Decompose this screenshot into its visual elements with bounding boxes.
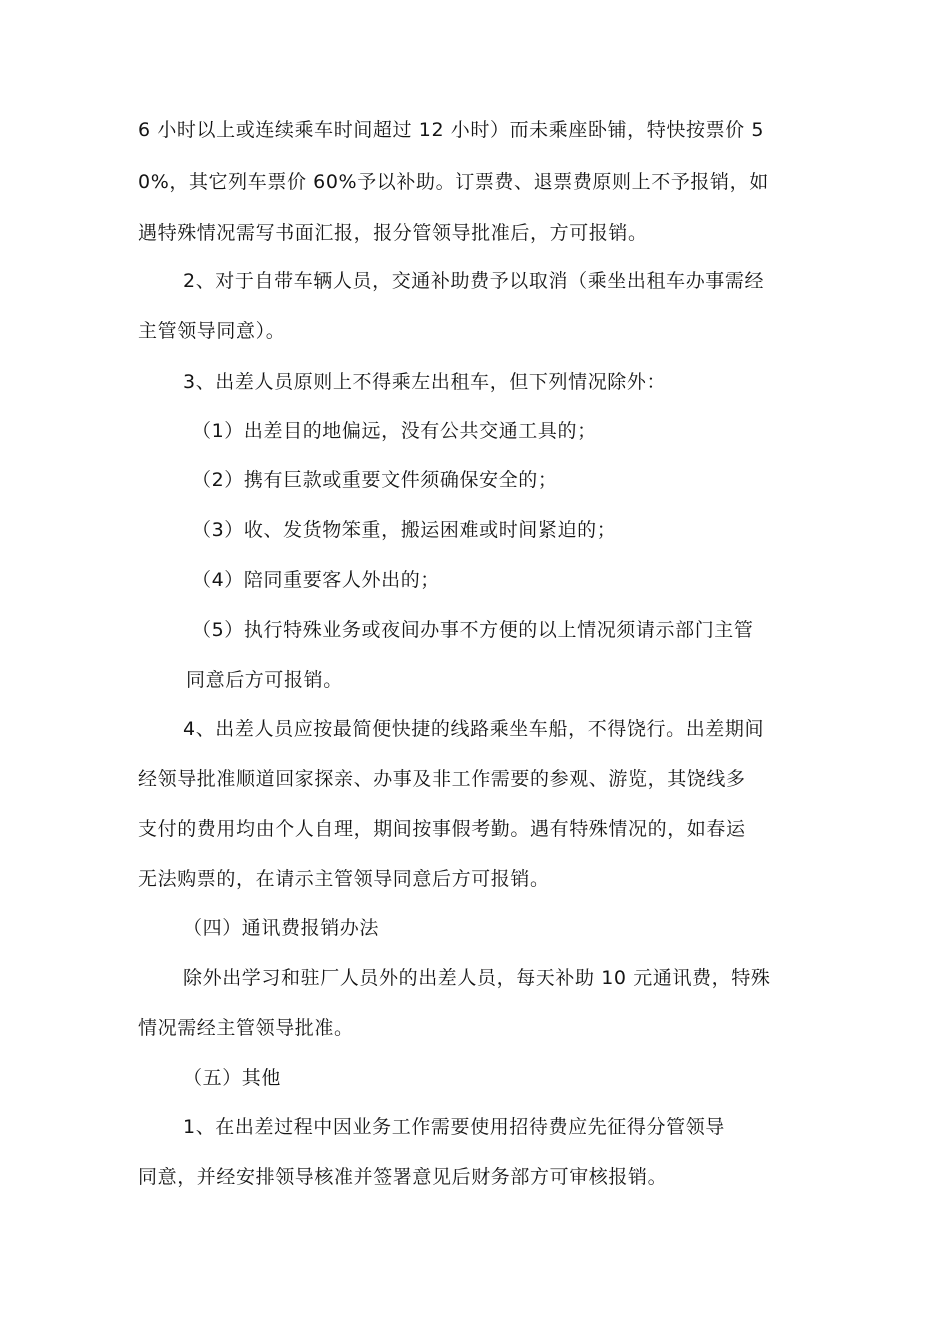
section-heading: （五）其他 (183, 1067, 282, 1089)
list-item: （5）执行特殊业务或夜间办事不方便的以上情况须请示部门主管 (192, 619, 754, 641)
list-item: （3）收、发货物笨重，搬运困难或时间紧迫的； (192, 519, 617, 541)
paragraph-line: 无法购票的，在请示主管领导同意后方可报销。 (138, 868, 550, 890)
list-item: （4）陪同重要客人外出的； (192, 569, 440, 591)
paragraph-line: 遇特殊情况需写书面汇报，报分管领导批准后，方可报销。 (138, 222, 648, 244)
paragraph-line: 2、对于自带车辆人员，交通补助费予以取消（乘坐出租车办事需经 (183, 270, 765, 292)
list-item: （2）携有巨款或重要文件须确保安全的； (192, 469, 558, 491)
paragraph-line: 同意后方可报销。 (186, 669, 343, 691)
paragraph-line: 经领导批准顺道回家探亲、办事及非工作需要的参观、游览，其饶线多 (138, 768, 746, 790)
paragraph-line: 1、在出差过程中因业务工作需要使用招待费应先征得分管领导 (183, 1116, 725, 1138)
paragraph-line: 情况需经主管领导批准。 (138, 1017, 354, 1039)
paragraph-line: 除外出学习和驻厂人员外的出差人员，每天补助 10 元通讯费，特殊 (183, 967, 771, 989)
paragraph-line: 主管领导同意）。 (138, 320, 286, 342)
list-item: （1）出差目的地偏远，没有公共交通工具的； (192, 420, 597, 442)
paragraph-line: 支付的费用均由个人自理，期间按事假考勤。遇有特殊情况的，如春运 (138, 818, 746, 840)
section-heading: （四）通讯费报销办法 (183, 917, 380, 939)
paragraph-line: 同意，并经安排领导核准并签署意见后财务部方可审核报销。 (138, 1166, 668, 1188)
paragraph-line: 6 小时以上或连续乘车时间超过 12 小时）而未乘座卧铺，特快按票价 5 (138, 119, 765, 141)
paragraph-line: 3、出差人员原则上不得乘左出租车，但下列情况除外： (183, 371, 667, 393)
paragraph-line: 0%，其它列车票价 60%予以补助。订票费、退票费原则上不予报销，如 (138, 171, 769, 193)
paragraph-line: 4、出差人员应按最简便快捷的线路乘坐车船，不得饶行。出差期间 (183, 718, 765, 740)
